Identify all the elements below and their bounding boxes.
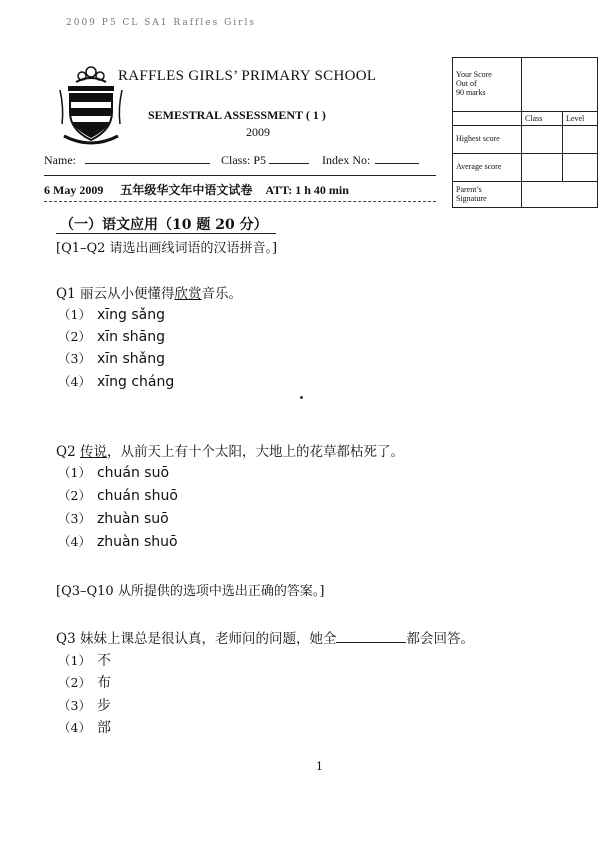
scan-speck xyxy=(300,396,303,399)
q2-option-2[interactable]: （2） chuán shuō xyxy=(58,488,178,504)
q1-option-4[interactable]: （4） xīng cháng xyxy=(58,374,175,390)
q3-option-2[interactable]: （2） 布 xyxy=(58,675,111,691)
average-level-field[interactable] xyxy=(563,154,598,182)
parent-signature-label: Parent’s Signature xyxy=(453,182,522,208)
header-blank-cell xyxy=(453,112,522,126)
q3-option-1[interactable]: （1） 不 xyxy=(58,653,111,669)
name-field[interactable] xyxy=(85,151,210,164)
section-instruction-q1-q2: [Q1–Q2 请选出画线词语的汉语拼音。] xyxy=(56,241,278,256)
school-name: RAFFLES GIRLS’ PRIMARY SCHOOL xyxy=(118,68,377,84)
your-score-cell: Your Score Out of 90 marks xyxy=(453,58,522,112)
assessment-title: SEMESTRAL ASSESSMENT ( 1 ) xyxy=(148,108,326,122)
dashed-divider xyxy=(44,201,436,202)
q1-option-1[interactable]: （1） xīng sǎng xyxy=(58,307,165,323)
exam-subject: 五年级华文年中语文试卷 xyxy=(120,183,253,197)
q3-option-4[interactable]: （4） 部 xyxy=(58,720,111,736)
highest-level-field[interactable] xyxy=(563,126,598,154)
average-score-label: Average score xyxy=(453,154,522,182)
divider-line xyxy=(44,175,436,176)
exam-time: ATT: 1 h 40 min xyxy=(265,183,349,197)
underlined-word: 传说 xyxy=(79,444,107,460)
class-label: Class: P5 xyxy=(221,153,267,167)
class-field[interactable] xyxy=(269,151,309,164)
page-number: 1 xyxy=(316,760,323,773)
section-title-underline xyxy=(56,233,276,234)
score-box xyxy=(452,57,598,208)
level-column-header: Level xyxy=(563,112,598,126)
student-info-row xyxy=(44,151,419,168)
exam-line xyxy=(44,181,349,198)
your-score-field[interactable] xyxy=(522,58,598,112)
index-label: Index No: xyxy=(322,153,371,167)
name-label: Name: xyxy=(44,153,76,167)
highest-score-label: Highest score xyxy=(453,126,522,154)
header-meta: 2009 P5 CL SA1 Raffles Girls xyxy=(66,18,256,28)
section-instruction-q3-q10: [Q3–Q10 从所提供的选项中选出正确的答案。] xyxy=(56,584,325,599)
q1-option-3[interactable]: （3） xīn shǎng xyxy=(58,351,165,367)
exam-date: 6 May 2009 xyxy=(44,183,104,197)
average-class-field[interactable] xyxy=(522,154,563,182)
highest-class-field[interactable] xyxy=(522,126,563,154)
q2-option-4[interactable]: （4） zhuàn shuō xyxy=(58,534,178,550)
index-field[interactable] xyxy=(375,151,419,164)
section-title: （一）语文应用（10 题 20 分） xyxy=(60,217,268,233)
assessment-year: 2009 xyxy=(246,125,270,139)
class-column-header: Class xyxy=(522,112,563,126)
question-3: Q3 妹妹上课总是很认真，老师问的问题，她全 都会回答。 xyxy=(56,631,474,647)
question-2: Q2 传说，从前天上有十个太阳，大地上的花草都枯死了。 xyxy=(56,444,404,460)
question-1: Q1 丽云从小便懂得欣赏音乐。 xyxy=(56,286,242,302)
q2-option-3[interactable]: （3） zhuàn suō xyxy=(58,511,169,527)
parent-signature-field[interactable] xyxy=(522,182,598,208)
q2-option-1[interactable]: （1） chuán suō xyxy=(58,465,170,481)
underlined-word: 欣赏 xyxy=(174,286,202,302)
q3-option-3[interactable]: （3） 步 xyxy=(58,698,111,714)
school-crest-logo xyxy=(58,60,124,146)
answer-blank xyxy=(336,629,406,643)
q1-option-2[interactable]: （2） xīn shāng xyxy=(58,329,165,345)
